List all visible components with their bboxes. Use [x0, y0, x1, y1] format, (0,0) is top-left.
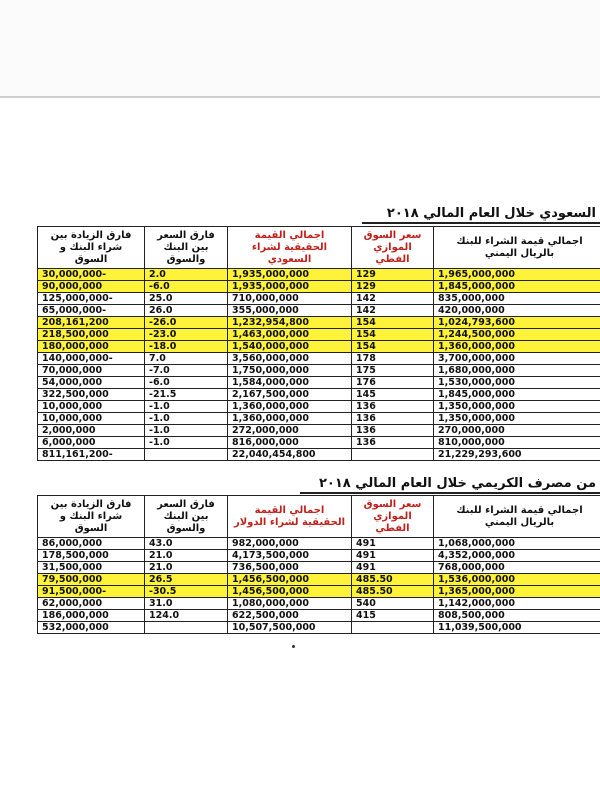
table-row: [38, 562, 600, 574]
table-row: [38, 293, 600, 305]
table-row: [38, 317, 600, 329]
cell-price-diff: -6.0: [145, 377, 228, 389]
cell-market-rate: 176: [352, 377, 434, 389]
total-total-bank-purchase: 21,229,293,600: [434, 449, 600, 461]
cell-market-rate: 485.50: [352, 574, 434, 586]
cell-total-bank-purchase: 1,530,000,000: [434, 377, 600, 389]
cell-market-rate: 142: [352, 293, 434, 305]
cell-price-diff: 124.0: [145, 610, 228, 622]
table-row: [38, 598, 600, 610]
cell-real-value: 710,000,000: [228, 293, 352, 305]
total-real-value: 10,507,500,000: [228, 622, 352, 634]
cell-price-diff: 26.0: [145, 305, 228, 317]
cell-market-rate: 145: [352, 389, 434, 401]
cell-price-diff: -6.0: [145, 281, 228, 293]
cell-increase-diff: 208,161,200: [38, 317, 145, 329]
cell-increase-diff: 140,000,000-: [38, 353, 145, 365]
cell-market-rate: 491: [352, 550, 434, 562]
table-row: [38, 281, 600, 293]
cell-total-bank-purchase: 1,244,500,000: [434, 329, 600, 341]
table-row: [38, 305, 600, 317]
table-row: [38, 425, 600, 437]
header-total-bank-purchase: اجمالي قيمة الشراء للبنك بالريال اليمني: [434, 227, 600, 269]
header-increase-diff: فارق الزيادة بين شراء البنك و السوق: [38, 227, 145, 269]
cell-real-value: 1,456,500,000: [228, 586, 352, 598]
total-row: [38, 622, 600, 634]
cell-price-diff: 43.0: [145, 538, 228, 550]
cell-price-diff: -21.5: [145, 389, 228, 401]
cell-real-value: 355,000,000: [228, 305, 352, 317]
total-price-diff: [145, 622, 228, 634]
cell-price-diff: -1.0: [145, 425, 228, 437]
table1-title: السعودي خلال العام المالي ٢٠١٨: [386, 206, 596, 221]
cell-real-value: 1,540,000,000: [228, 341, 352, 353]
table-row: [38, 389, 600, 401]
cell-total-bank-purchase: 1,845,000,000: [434, 389, 600, 401]
header-real-value: اجمالي القيمة الحقيقية لشراء السعودي: [228, 227, 352, 269]
cell-market-rate: 491: [352, 538, 434, 550]
cell-price-diff: 26.5: [145, 574, 228, 586]
cell-increase-diff: 180,000,000: [38, 341, 145, 353]
cell-real-value: 1,360,000,000: [228, 413, 352, 425]
cell-market-rate: 136: [352, 413, 434, 425]
cell-price-diff: 25.0: [145, 293, 228, 305]
cell-real-value: 1,935,000,000: [228, 281, 352, 293]
table-row: [38, 538, 600, 550]
cell-increase-diff: 65,000,000-: [38, 305, 145, 317]
table-row: [38, 353, 600, 365]
total-increase-diff: 811,161,200-: [38, 449, 145, 461]
cell-increase-diff: 178,500,000: [38, 550, 145, 562]
cell-total-bank-purchase: 1,142,000,000: [434, 598, 600, 610]
header-market-rate: سعر السوق الموازي الفطي: [352, 496, 434, 538]
cell-price-diff: -7.0: [145, 365, 228, 377]
cell-total-bank-purchase: 1,965,000,000: [434, 269, 600, 281]
cell-market-rate: 136: [352, 425, 434, 437]
cell-total-bank-purchase: 835,000,000: [434, 293, 600, 305]
cell-market-rate: 178: [352, 353, 434, 365]
cell-increase-diff: 6,000,000: [38, 437, 145, 449]
cell-price-diff: -1.0: [145, 401, 228, 413]
cell-total-bank-purchase: 3,700,000,000: [434, 353, 600, 365]
cell-price-diff: -26.0: [145, 317, 228, 329]
cell-increase-diff: 54,000,000: [38, 377, 145, 389]
cell-price-diff: -1.0: [145, 437, 228, 449]
header-total-bank-purchase: اجمالي قيمة الشراء للبنك بالريال اليمني: [434, 496, 600, 538]
cell-total-bank-purchase: 420,000,000: [434, 305, 600, 317]
cell-real-value: 982,000,000: [228, 538, 352, 550]
cell-market-rate: 540: [352, 598, 434, 610]
table-row: [38, 269, 600, 281]
cell-market-rate: 142: [352, 305, 434, 317]
cell-price-diff: 21.0: [145, 562, 228, 574]
cell-real-value: 736,500,000: [228, 562, 352, 574]
header-price-diff: فارق السعر بين البنك والسوق: [145, 227, 228, 269]
table-row: [38, 586, 600, 598]
cell-increase-diff: 70,000,000: [38, 365, 145, 377]
cell-real-value: 1,360,000,000: [228, 401, 352, 413]
cell-price-diff: 7.0: [145, 353, 228, 365]
cell-total-bank-purchase: 1,680,000,000: [434, 365, 600, 377]
table-row: [38, 365, 600, 377]
cell-market-rate: 129: [352, 269, 434, 281]
cell-real-value: 1,750,000,000: [228, 365, 352, 377]
cell-real-value: 4,173,500,000: [228, 550, 352, 562]
cell-real-value: 1,584,000,000: [228, 377, 352, 389]
table-row: [38, 574, 600, 586]
cell-market-rate: 154: [352, 317, 434, 329]
cell-increase-diff: 91,500,000-: [38, 586, 145, 598]
cell-total-bank-purchase: 270,000,000: [434, 425, 600, 437]
stray-mark: [292, 645, 295, 648]
table-row: [38, 610, 600, 622]
cell-price-diff: -18.0: [145, 341, 228, 353]
table-row: [38, 377, 600, 389]
scan-top-margin: [0, 0, 600, 98]
table1-purchases-saudi: [37, 226, 600, 461]
header-market-rate: سعر السوق الموازي الفطي: [352, 227, 434, 269]
cell-market-rate: 415: [352, 610, 434, 622]
cell-total-bank-purchase: 1,536,000,000: [434, 574, 600, 586]
cell-real-value: 3,560,000,000: [228, 353, 352, 365]
total-row: [38, 449, 600, 461]
cell-market-rate: 129: [352, 281, 434, 293]
header-real-value: اجمالي القيمة الحقيقية لشراء الدولار: [228, 496, 352, 538]
cell-increase-diff: 2,000,000: [38, 425, 145, 437]
total-total-bank-purchase: 11,039,500,000: [434, 622, 600, 634]
cell-market-rate: 136: [352, 401, 434, 413]
table1-header-row: [38, 227, 600, 269]
cell-total-bank-purchase: 1,068,000,000: [434, 538, 600, 550]
cell-market-rate: 491: [352, 562, 434, 574]
cell-total-bank-purchase: 768,000,000: [434, 562, 600, 574]
cell-total-bank-purchase: 1,350,000,000: [434, 413, 600, 425]
cell-increase-diff: 322,500,000: [38, 389, 145, 401]
cell-total-bank-purchase: 4,352,000,000: [434, 550, 600, 562]
cell-total-bank-purchase: 1,365,000,000: [434, 586, 600, 598]
table-row: [38, 329, 600, 341]
cell-real-value: 2,167,500,000: [228, 389, 352, 401]
table-row: [38, 401, 600, 413]
cell-price-diff: -1.0: [145, 413, 228, 425]
cell-price-diff: -23.0: [145, 329, 228, 341]
total-market-rate: [352, 449, 434, 461]
total-price-diff: [145, 449, 228, 461]
cell-increase-diff: 10,000,000: [38, 401, 145, 413]
table2-header-row: [38, 496, 600, 538]
table2-purchases-alkuraimi: [37, 495, 600, 634]
cell-price-diff: 31.0: [145, 598, 228, 610]
header-price-diff: فارق السعر بين البنك والسوق: [145, 496, 228, 538]
cell-increase-diff: 90,000,000: [38, 281, 145, 293]
cell-price-diff: 2.0: [145, 269, 228, 281]
header-increase-diff: فارق الزيادة بين شراء البنك و السوق: [38, 496, 145, 538]
cell-real-value: 1,232,954,800: [228, 317, 352, 329]
cell-total-bank-purchase: 1,350,000,000: [434, 401, 600, 413]
cell-increase-diff: 31,500,000: [38, 562, 145, 574]
cell-increase-diff: 79,500,000: [38, 574, 145, 586]
cell-increase-diff: 218,500,000: [38, 329, 145, 341]
cell-price-diff: 21.0: [145, 550, 228, 562]
cell-total-bank-purchase: 1,024,793,600: [434, 317, 600, 329]
table2-title-underline: [300, 492, 600, 494]
cell-real-value: 1,463,000,000: [228, 329, 352, 341]
cell-market-rate: 136: [352, 437, 434, 449]
cell-market-rate: 154: [352, 341, 434, 353]
cell-market-rate: 485.50: [352, 586, 434, 598]
cell-increase-diff: 86,000,000: [38, 538, 145, 550]
cell-increase-diff: 30,000,000-: [38, 269, 145, 281]
cell-real-value: 1,456,500,000: [228, 574, 352, 586]
table2-title: من مصرف الكريمي خلال العام المالي ٢٠١٨: [318, 476, 596, 491]
table-row: [38, 341, 600, 353]
table-row: [38, 437, 600, 449]
cell-increase-diff: 62,000,000: [38, 598, 145, 610]
cell-increase-diff: 186,000,000: [38, 610, 145, 622]
total-increase-diff: 532,000,000: [38, 622, 145, 634]
cell-real-value: 1,080,000,000: [228, 598, 352, 610]
cell-real-value: 816,000,000: [228, 437, 352, 449]
table-row: [38, 413, 600, 425]
cell-increase-diff: 10,000,000: [38, 413, 145, 425]
cell-total-bank-purchase: 1,360,000,000: [434, 341, 600, 353]
cell-real-value: 622,500,000: [228, 610, 352, 622]
cell-price-diff: -30.5: [145, 586, 228, 598]
cell-real-value: 272,000,000: [228, 425, 352, 437]
total-real-value: 22,040,454,800: [228, 449, 352, 461]
cell-total-bank-purchase: 810,000,000: [434, 437, 600, 449]
cell-market-rate: 154: [352, 329, 434, 341]
total-market-rate: [352, 622, 434, 634]
cell-total-bank-purchase: 808,500,000: [434, 610, 600, 622]
table-row: [38, 550, 600, 562]
cell-total-bank-purchase: 1,845,000,000: [434, 281, 600, 293]
cell-market-rate: 175: [352, 365, 434, 377]
cell-increase-diff: 125,000,000-: [38, 293, 145, 305]
table1-title-underline: [362, 222, 600, 224]
cell-real-value: 1,935,000,000: [228, 269, 352, 281]
